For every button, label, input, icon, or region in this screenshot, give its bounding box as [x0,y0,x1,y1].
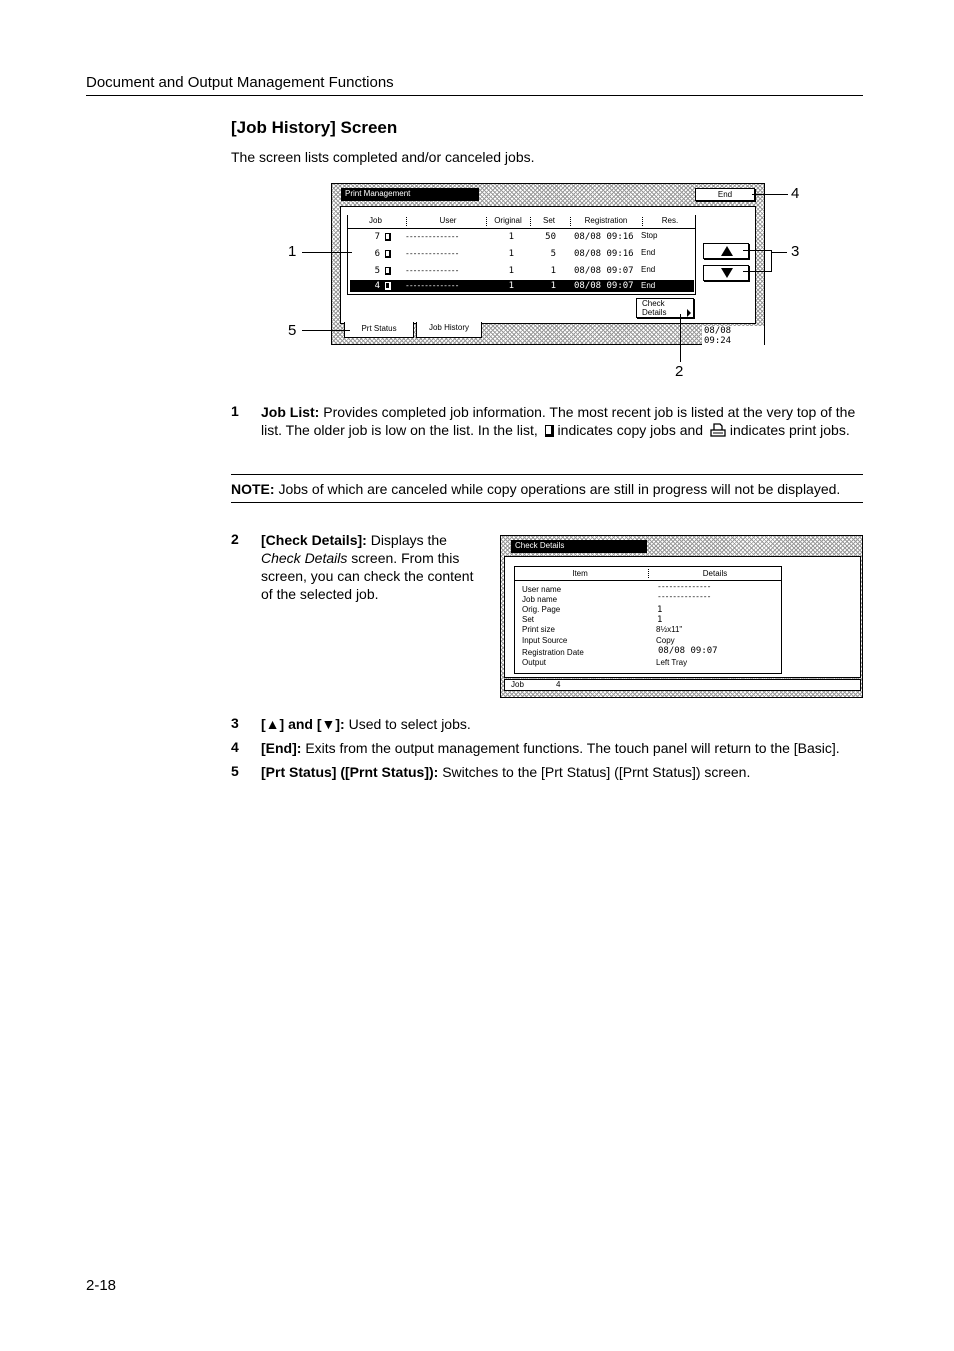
details-area [504,556,861,678]
detail-item: Print size [522,625,555,634]
detail-value: 1 [657,615,663,625]
cell-result: End [641,281,656,290]
detail-value: Left Tray [656,658,688,667]
col-job: Job [369,216,382,225]
screen-title-bar: Print Management [341,188,479,201]
check-details-label-line2: Details [642,308,667,317]
leader-line-5 [302,330,350,331]
triangle-up-icon [704,244,750,258]
item-2-italic: Check Details [261,550,348,566]
end-button[interactable]: End [695,188,755,201]
cell-user: -------------- [405,232,459,241]
details-row [522,647,777,658]
leader-line-1 [302,252,352,253]
cell-job: 7 [374,232,380,242]
details-row [522,615,777,625]
cell-result: Stop [641,231,658,240]
cell-user: -------------- [405,249,459,258]
item-1-text [261,403,863,439]
callout-5: 5 [288,322,297,339]
cell-original: 1 [508,249,514,259]
item-number-2: 2 [231,531,239,547]
leader-line-3b [743,271,772,272]
detail-item: Job name [522,595,558,604]
details-row [522,582,777,595]
item-4-text [261,739,871,757]
item-1-body-a: Provides completed job information. The most recent job is listed at the very top of the list. The older job is low on the list. In the list, [261,404,856,438]
item-number-3: 3 [231,715,239,731]
item-2-body-b: screen. From this screen, you can check the content of the selected job. [261,550,474,602]
tab-prt-status[interactable] [344,322,414,338]
triangle-down-icon [704,266,750,280]
item-4-label: [End]: [261,740,302,756]
intro-text: The screen lists completed and/or canceled jobs. [231,149,535,165]
detail-item: Orig. Page [522,605,561,614]
section-heading: [Job History] Screen [231,118,398,137]
col-set: Set [542,216,555,225]
item-1-body-b: indicates copy jobs and [553,422,704,438]
details-table [514,566,782,674]
callout-1: 1 [288,243,297,260]
details-row [522,625,777,635]
detail-value: 08/08 09:07 [658,646,718,656]
scroll-up-button[interactable] [703,243,749,259]
copy-job-icon [385,267,391,275]
note-rule-bottom [231,502,863,503]
item-3-text [261,715,863,733]
copy-job-icon [545,425,554,437]
detail-value: 1 [657,605,663,615]
callout-3: 3 [791,243,800,260]
copy-job-icon [385,282,391,290]
item-5-text [261,763,863,781]
cell-user: -------------- [405,266,459,275]
table-row[interactable] [350,246,694,262]
detail-item: Output [522,658,547,667]
note-text: Jobs of which are canceled while copy operations are still in progress will not be displayed. [274,481,841,497]
item-number-5: 5 [231,763,239,779]
item-3-body: Used to select jobs. [344,716,471,732]
clock: 08/08 09:24 [702,326,764,346]
cell-job: 6 [374,249,380,259]
check-details-screen [500,535,863,698]
cell-result: End [641,265,656,274]
cell-set: 50 [545,232,556,242]
cell-registration: 08/08 09:16 [574,249,634,259]
col-divider [406,217,407,226]
cell-original: 1 [508,281,514,291]
col-registration: Registration [584,216,628,225]
print-job-icon [710,423,726,437]
job-list [347,215,696,295]
job-list-area [340,206,756,324]
detail-item: Input Source [522,636,568,645]
details-header [515,567,781,581]
running-header: Document and Output Management Functions [86,74,394,91]
footer-value: 4 [556,680,561,689]
details-row [522,592,777,605]
col-details: Details [702,569,728,578]
cell-original: 1 [508,266,514,276]
item-3-label: [▲] and [▼]: [261,716,345,732]
footer-label: Job [511,680,524,689]
cell-registration: 08/08 09:16 [574,232,634,242]
tab-job-history-label: Job History [428,323,469,332]
detail-value: -------------- [657,582,711,591]
details-row [522,636,777,646]
col-original: Original [494,216,522,225]
cell-registration: 08/08 09:07 [574,266,634,276]
details-row [522,658,777,668]
item-number-4: 4 [231,739,239,755]
cell-job: 5 [374,266,380,276]
cell-result: End [641,248,656,257]
note [231,480,871,498]
scroll-down-button[interactable] [703,265,749,281]
copy-job-icon [385,233,391,241]
cell-registration: 08/08 09:07 [574,281,634,291]
detail-value: -------------- [657,592,711,601]
check-details-label-line1: Check [642,299,665,308]
item-2-label: [Check Details]: [261,532,367,548]
col-divider [570,217,571,226]
item-2-body-a: Displays the [366,532,447,548]
leader-line-3d [771,252,787,253]
item-4-body: Exits from the output management functions. The touch panel will return to the [Basic]. [301,740,840,756]
cell-original: 1 [508,232,514,242]
leader-line-3c [771,250,772,272]
item-1-body-c: indicates print jobs. [725,422,850,438]
check-details-button[interactable] [636,298,694,318]
screen-title-bar: Check Details [511,540,647,553]
detail-value: 8½x11" [656,625,683,634]
cell-user: -------------- [405,281,459,290]
detail-item: Registration Date [522,648,584,657]
cell-set: 1 [550,281,556,291]
table-row-selected[interactable] [350,280,694,292]
job-footer [504,679,861,691]
page-number: 2-18 [86,1277,117,1294]
col-divider [486,217,487,226]
col-result: Res. [661,216,679,225]
copy-job-icon [385,250,391,258]
item-number-1: 1 [231,403,239,419]
cell-job: 4 [374,281,380,291]
detail-item: User name [522,585,562,594]
col-user: User [439,216,457,225]
item-5-label: [Prt Status] ([Prnt Status]): [261,764,439,780]
col-divider [642,217,643,226]
detail-item: Set [522,615,535,624]
table-row[interactable] [350,229,694,245]
item-1-label: Job List: [261,404,320,420]
col-item: Item [572,569,588,578]
cell-set: 1 [550,266,556,276]
leader-line-4 [752,194,788,195]
leader-line-3a [743,250,772,251]
header-rule [86,95,863,96]
job-list-header [348,215,695,229]
col-divider [530,217,531,226]
details-row [522,605,777,615]
detail-value: Copy [656,636,675,645]
cell-set: 5 [550,249,556,259]
triangle-right-icon [686,308,692,318]
tab-prt-status-label: Prt Status [361,324,397,333]
note-label: NOTE: [231,481,275,497]
callout-2: 2 [675,363,684,380]
leader-line-2 [680,314,681,362]
item-2-text [261,531,489,603]
tab-job-history[interactable] [416,322,482,338]
callout-4: 4 [791,185,800,202]
note-rule-top [231,474,863,475]
job-history-screen [331,183,765,345]
item-5-body: Switches to the [Prt Status] ([Prnt Status]) screen. [438,764,751,780]
table-row[interactable] [350,263,694,279]
